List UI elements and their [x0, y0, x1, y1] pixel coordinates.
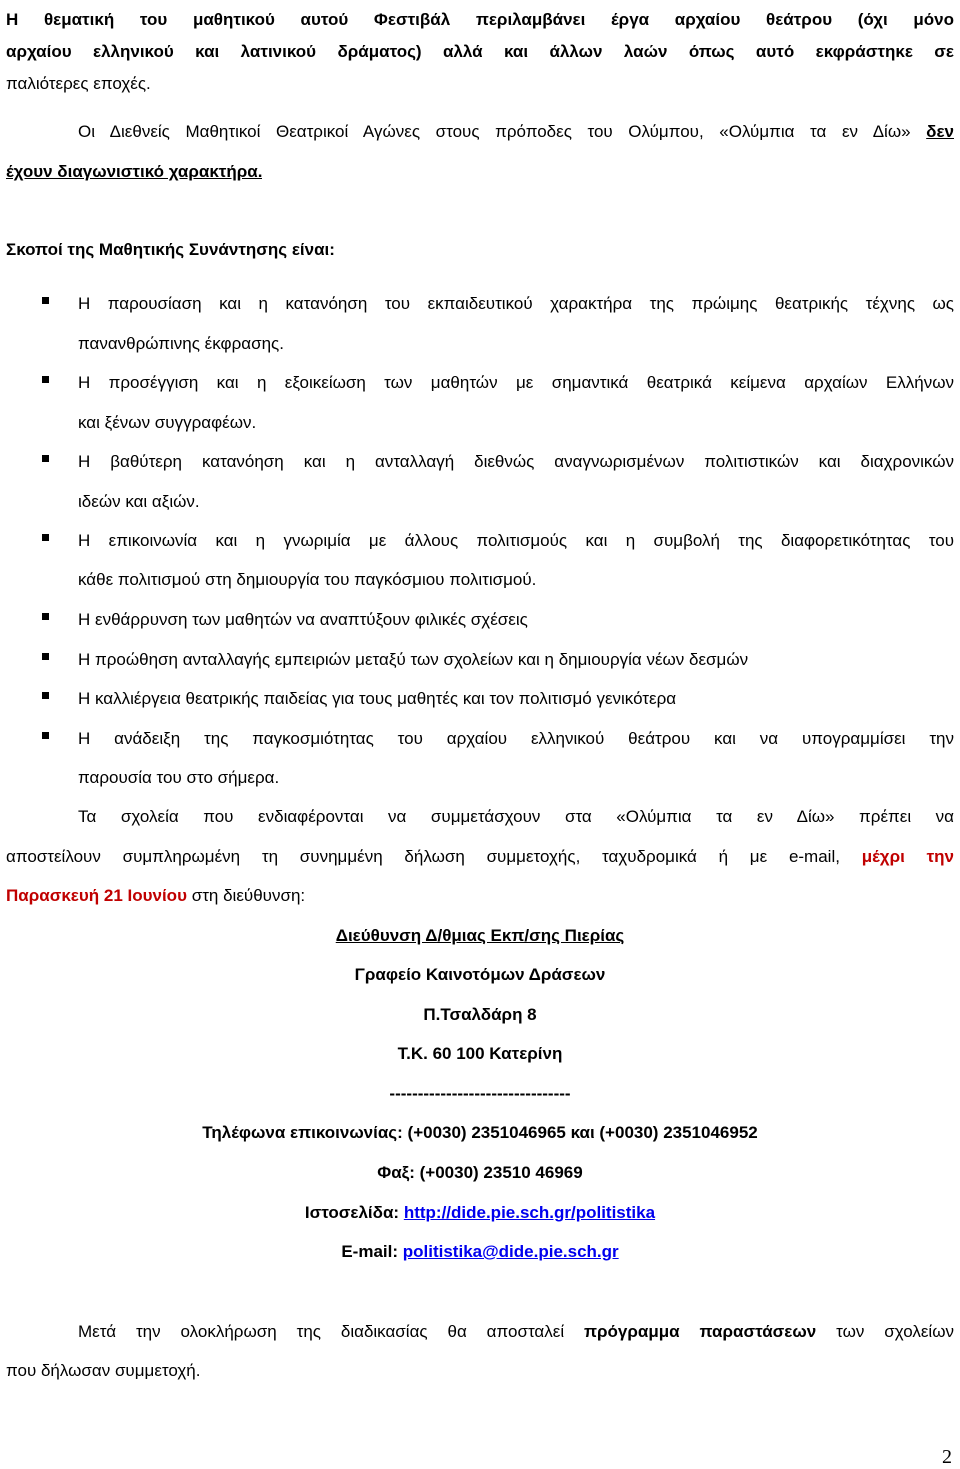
bullet-icon: [42, 613, 49, 620]
goals-heading: Σκοποί της Μαθητικής Συνάντησης είναι:: [6, 240, 335, 259]
goal-item-1-line-2: πανανθρώπινης έκφρασης.: [78, 334, 284, 353]
goal-item-7: Η καλλιέργεια θεατρικής παιδείας για τους μαθητές και τον πολιτισμό γενικότερα: [78, 689, 677, 708]
bullet-icon: [42, 732, 49, 739]
goal-item-2-line-2: και ξένων συγγραφέων.: [78, 413, 257, 432]
not-competitive-emphasis: δεν: [926, 122, 954, 141]
email-label: E-mail:: [341, 1242, 399, 1261]
goal-item-8-line-1: Η ανάδειξη της παγκοσμιότητας του αρχαίου ελληνικού θεάτρου και να υπογραμμίσει την: [78, 729, 954, 748]
goal-item-1-line-1: Η παρουσίαση και η κατανόηση του εκπαιδευτικού χαρακτήρα της πρώιμης θεατρικής τέχνης ως: [78, 294, 954, 313]
submission-line-3-text: στη διεύθυνση:: [191, 886, 306, 905]
address-office: Διεύθυνση Δ/θμιας Εκπ/σης Πιερίας: [335, 926, 625, 945]
goal-item-4-line-2: κάθε πολιτισμού στη δημιουργία του παγκόσμιου πολιτισμού.: [78, 570, 537, 589]
contact-email: [6, 1232, 954, 1272]
address-postcode: Τ.Κ. 60 100 Κατερίνη: [397, 1044, 563, 1063]
address-street: Π.Τσαλδάρη 8: [423, 1005, 537, 1024]
bullet-icon: [42, 692, 49, 699]
page-number: 2: [942, 1446, 952, 1468]
goal-item-4-line-1: Η επικοινωνία και η γνωριμία με άλλους πολιτισμούς και η συμβολή της διαφορετικότητας του: [78, 531, 954, 550]
intro-line-1: Η θεματική του μαθητικού αυτού Φεστιβάλ περιλαμβάνει έργα αρχαίου θεάτρου (όχι μόνο: [6, 10, 954, 29]
contact-website: [6, 1193, 954, 1233]
goal-item-3-line-1: Η βαθύτερη κατανόηση και η ανταλλαγή διεθνώς αναγνωρισμένων πολιτιστικών και διαχρονικών: [78, 452, 954, 471]
address-separator: --------------------------------: [389, 1084, 571, 1103]
bullet-icon: [42, 653, 49, 660]
goal-item-5: Η ενθάρρυνση των μαθητών να αναπτύξουν φιλικές σχέσεις: [78, 610, 528, 629]
submission-line-2: [6, 837, 954, 877]
bullet-icon: [42, 534, 49, 541]
contact-fax: Φαξ: (+0030) 23510 46969: [377, 1163, 583, 1182]
email-link[interactable]: politistika@dide.pie.sch.gr: [402, 1242, 619, 1261]
program-emphasis: πρόγραμμα παραστάσεων: [584, 1322, 817, 1341]
address-department: Γραφείο Καινοτόμων Δράσεων: [354, 965, 606, 984]
closing-line-1-text: Μετά την ολοκλήρωση της διαδικασίας θα αποσταλεί: [78, 1322, 565, 1341]
submission-line-2-text: αποστείλουν συμπληρωμένη τη συνημμένη δήλωση συμμετοχής, ταχυδρομικά ή με e-mail,: [6, 847, 840, 866]
submission-line-1: Τα σχολεία που ενδιαφέρονται να συμμετάσχουν στα «Ολύμπια τα εν Δίω» πρέπει να: [78, 807, 954, 826]
website-link[interactable]: http://dide.pie.sch.gr/politistika: [403, 1203, 656, 1222]
closing-line-2: που δήλωσαν συμμετοχή.: [6, 1361, 201, 1380]
closing-line-1-end: των σχολείων: [836, 1322, 954, 1341]
goal-item-6: Η προώθηση ανταλλαγής εμπειριών μεταξύ των σχολείων και η δημιουργία νέων δεσμών: [78, 650, 749, 669]
bullet-icon: [42, 455, 49, 462]
intro-line-4-text: Οι Διεθνείς Μαθητικοί Θεατρικοί Αγώνες στους πρόποδες του Ολύμπου, «Ολύμπια τα εν Δίω»: [78, 122, 911, 141]
submission-line-3: [6, 876, 954, 916]
intro-line-4: [78, 112, 954, 152]
intro-line-3: παλιότερες εποχές.: [6, 74, 151, 93]
bullet-icon: [42, 376, 49, 383]
contact-phones: Τηλέφωνα επικοινωνίας: (+0030) 2351046965 και (+0030) 2351046952: [202, 1123, 758, 1142]
intro-line-2: αρχαίου ελληνικού και λατινικού δράματος) αλλά και άλλων λαών όπως αυτό εκφράστηκε σε: [6, 42, 954, 61]
goal-item-8-line-2: παρουσία του στο σήμερα.: [78, 768, 280, 787]
goal-item-3-line-2: ιδεών και αξιών.: [78, 492, 200, 511]
deadline-date: Παρασκευή 21 Ιουνίου: [6, 886, 187, 905]
intro-line-5: έχουν διαγωνιστικό χαρακτήρα.: [6, 162, 263, 181]
goal-item-2-line-1: Η προσέγγιση και η εξοικείωση των μαθητών με σημαντικά θεατρικά κείμενα αρχαίων Ελλήνων: [78, 373, 954, 392]
deadline-emphasis: μέχρι την: [861, 847, 954, 866]
bullet-icon: [42, 297, 49, 304]
website-label: Ιστοσελίδα:: [304, 1203, 400, 1222]
closing-line-1: [78, 1312, 954, 1352]
